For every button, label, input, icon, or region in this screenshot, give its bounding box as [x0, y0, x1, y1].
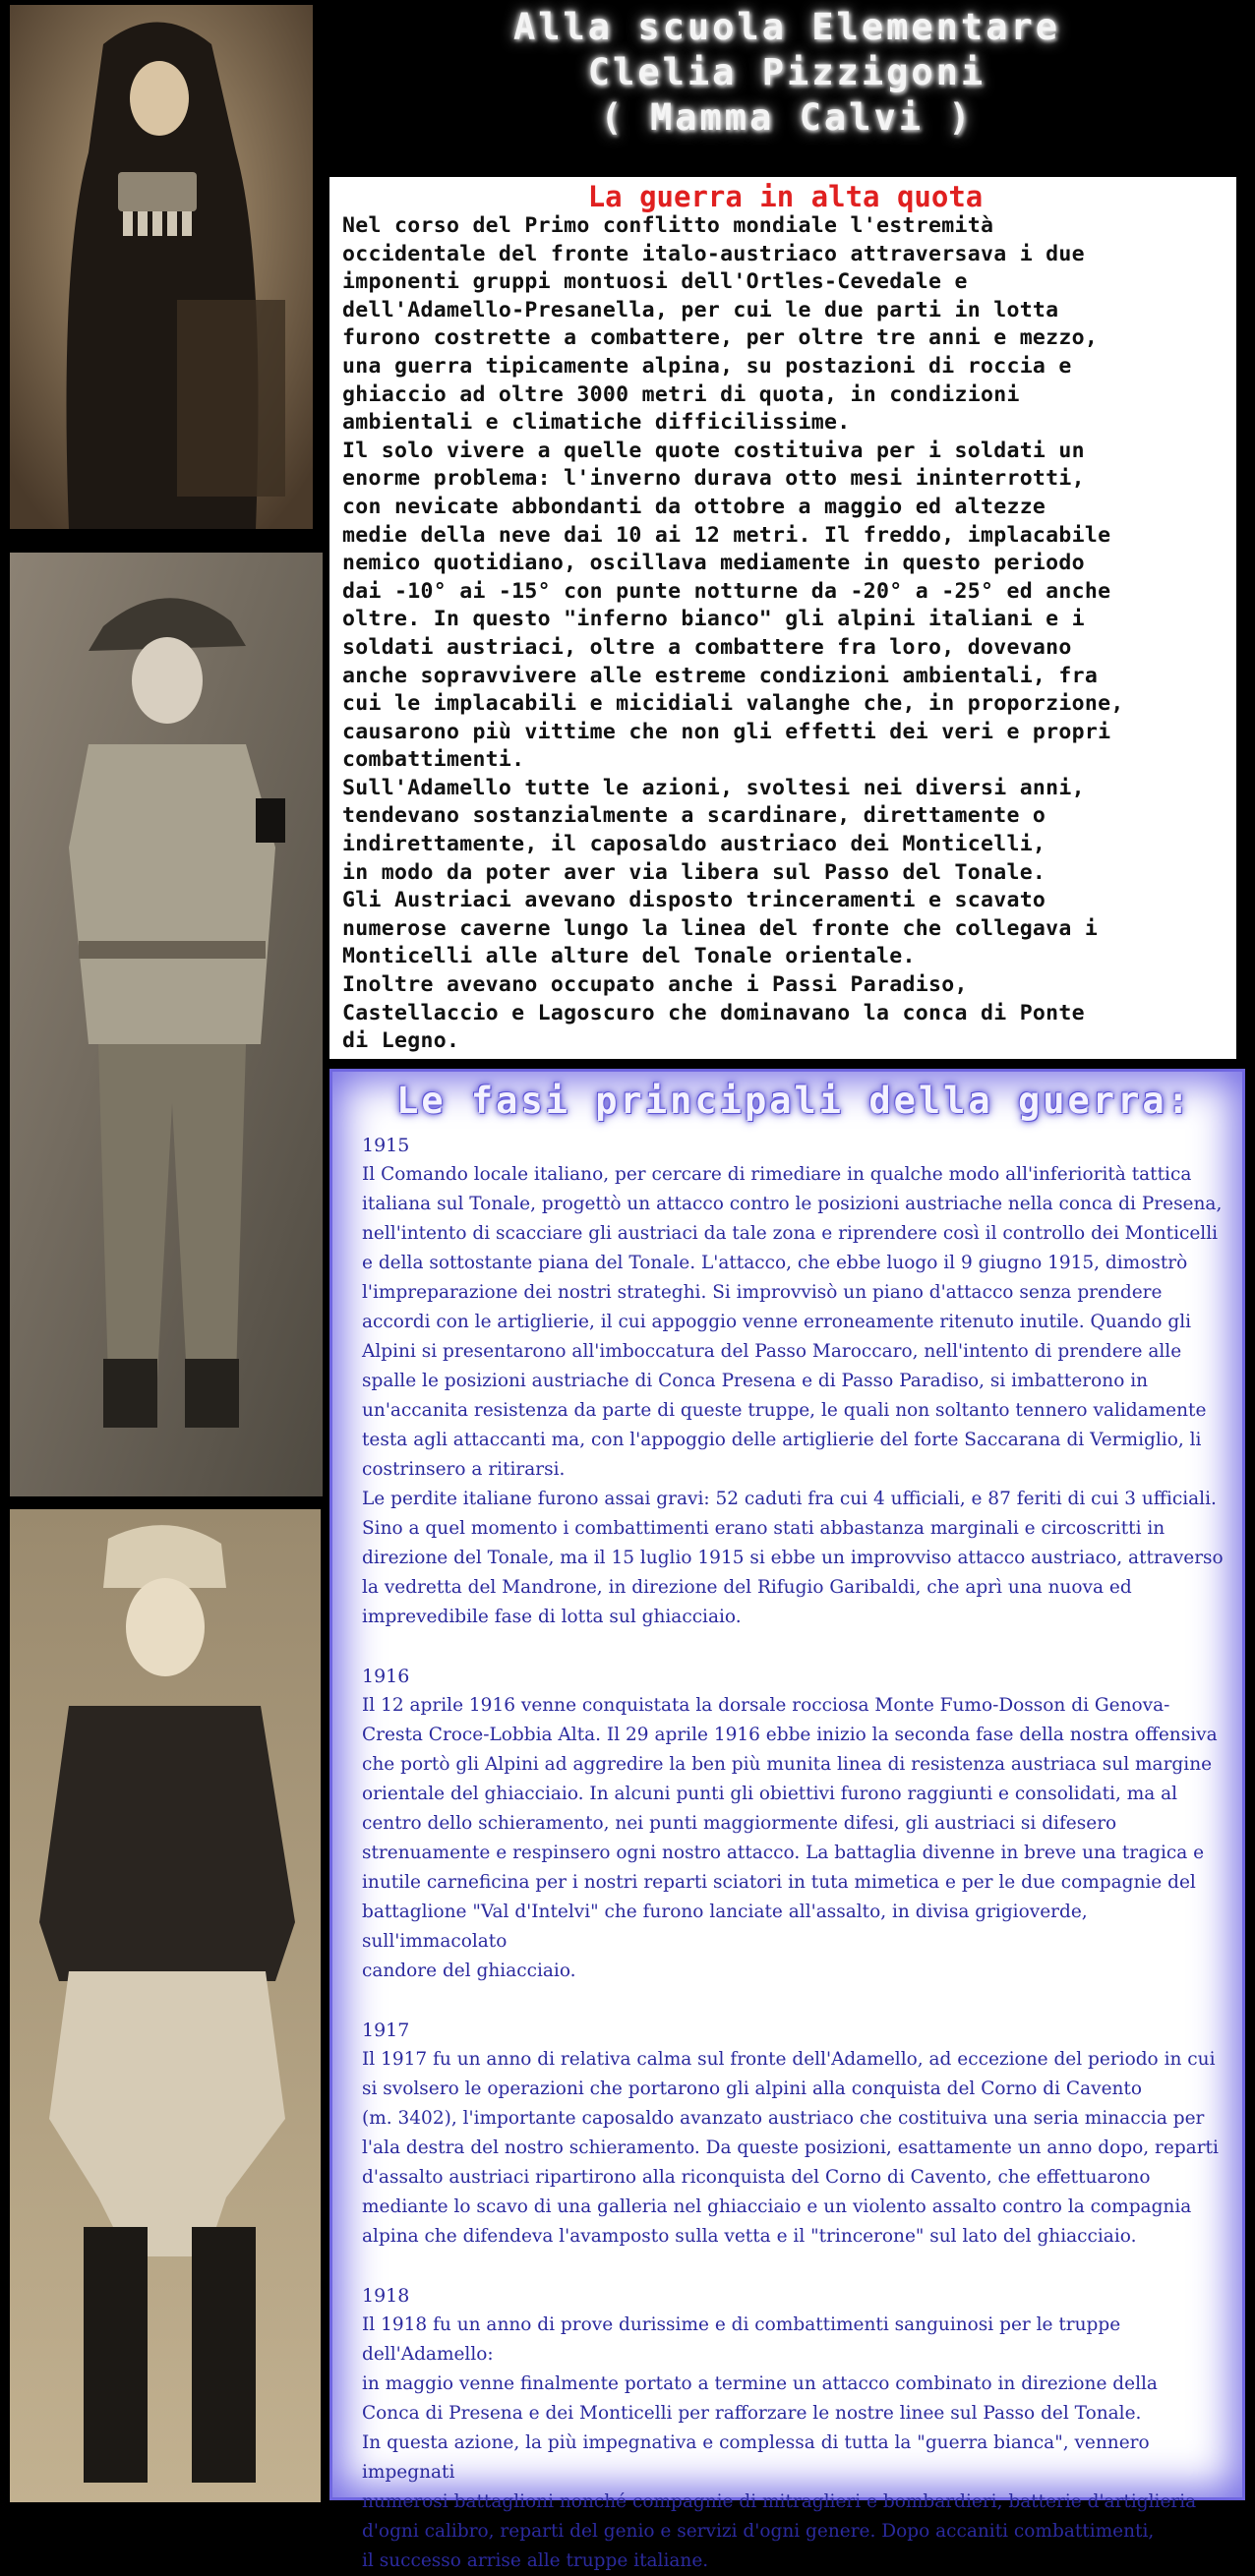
panel2-title: Le fasi principali della guerra: — [396, 1080, 1192, 1122]
year-heading-1915: 1915 — [362, 1135, 410, 1156]
year-heading-1918: 1918 — [362, 2285, 410, 2307]
page-header — [329, 5, 1244, 152]
section-text-1918: Il 1918 fu un anno di prove durissime e di combattimenti sanguinosi per le truppe dell'Adamello: in maggio venne finalmente portato a termine un attacco combinato in direzione della Conca di Presena e dei Monticelli per rafforzare le nostre linee sul Passo del Tonale. In questa azione, la più impegnativa e complessa di tutta la "guerra bianca", vennero impegnati numerosi battaglioni nonché compagnie di mitraglieri e bombardieri, batterie d'artiglieria d'ogni calibro, reparti del genio e servizi d'ogni genere. Dopo accaniti combattimenti, il successo arrise alle truppe italiane. — [362, 2314, 1197, 2571]
section-text-1915: Il Comando locale italiano, per cercare di rimediare in qualche modo all'inferiorità tattica italiana sul Tonale, progettò un attacco contro le posizioni austriache nella conca di Presena, nell'intento di scacciare gli austriaci da tale zona e riprendere così il controllo dei Monticelli e della sottostante piana del Tonale. L'attacco, che ebbe luogo il 9 giugno 1915, dimostrò l'impreparazione dei nostri strateghi. Si improvvisò un piano d'attacco senza prendere accordi con le artiglierie, il cui appoggio venne erroneamente ritenuto inutile. Quando gli Alpini si presentarono all'imboccatura del Passo Maroccaro, nell'intento di prendere alle spalle le posizioni austriache di Conca Presena e di Passo Paradiso, si imbatterono in un'accanita resistenza da parte di queste truppe, le quali non soltanto tennero validamente testa agli attaccanti ma, con l'appoggio delle artiglierie del forte Saccarana di Vermiglio, li costrinsero a ritirarsi. Le perdite italiane furono assai gravi: 52 caduti fra cui 4 ufficiali, e 87 feriti di cui 3 ufficiali. Sino a quel momento i combattimenti erano stati abbastanza marginali e circoscritti in direzione del Tonale, ma il 15 luglio 1915 si ebbe un improvviso attacco austriaco, attraverso la vedretta del Mandrone, in direzione del Rifugio Garibaldi, che aprì una nuova ed imprevedibile fase di lotta sul ghiacciaio. — [362, 1164, 1224, 1627]
photo-woman-in-mourning — [10, 5, 313, 529]
year-heading-1916: 1916 — [362, 1666, 410, 1687]
photo-young-alpine-soldier — [10, 553, 323, 1496]
panel-war-at-altitude — [329, 177, 1236, 1059]
panel1-title: La guerra in alta quota — [587, 180, 984, 213]
panel-war-phases — [329, 1069, 1245, 2571]
year-heading-1917: 1917 — [362, 2020, 410, 2041]
header-line-name: Clelia Pizzigoni — [587, 51, 986, 93]
panel1-body: Nel corso del Primo conflitto mondiale l'estremità occidentale del fronte italo-austriaco attraversava i due imponenti gruppi montuosi dell'Ortles-Cevedale e dell'Adamello-Presanella, per cui le due parti in lotta furono costrette a combattere, per oltre tre anni e mezzo, una guerra tipicamente alpina, su postazioni di roccia e ghiaccio ad oltre 3000 metri di quota, in condizioni ambientali e climatiche difficilissime. Il solo vivere a quelle quote costituiva per i soldati un enorme problema: l'inverno durava otto mesi ininterrotti, con nevicate abbondanti da ottobre a maggio ed altezze medie della neve dai 10 ai 12 metri. Il freddo, implacabile nemico quotidiano, oscillava mediamente in questo periodo dai -10° ai -15° con punte notturne da -20° a -25° ed anche oltre. In questo "inferno bianco" gli alpini italiani e i soldati austriaci, oltre a combattere fra loro, dovevano anche sopravvivere alle estreme condizioni ambientali, fra cui le implacabili e micidiali valanghe che, in proporzione, causarono più vittime che non gli effetti dei veri e propri combattimenti. Sull'Adamello tutte le azioni, svoltesi nei diversi anni, tendevano sostanzialmente a scardinare, direttamente o indirettamente, il caposaldo austriaco dei Monticelli, in modo da poter aver via libera sul Passo del Tonale. Gli Austriaci avevano disposto trinceramenti e scavato numerose caverne lungo la linea del fronte che collegava i Monticelli alle alture del Tonale orientale. Inoltre avevano occupato anche i Passi Paradiso, Castellaccio e Lagoscuro che dominavano la conca di Ponte di Legno. — [342, 213, 1124, 1054]
photo-alpine-officer — [10, 1509, 321, 2502]
section-text-1917: Il 1917 fu un anno di relativa calma sul fronte dell'Adamello, ad eccezione del periodo in cui si svolsero le operazioni che portarono gli alpini alla conquista del Corno di Cavento (m. 3402), l'importante caposaldo avanzato austriaco che costituiva una seria minaccia per l'ala destra del nostro schieramento. Da queste posizioni, esattamente un anno dopo, reparti d'assalto austriaci ripartirono alla riconquista del Corno di Cavento, che effettuarono mediante lo scavo di una galleria nel ghiacciaio e un violento assalto contro la compagnia alpina che difendeva l'avamposto sulla vetta e il "trincerone" sul lato del ghiacciaio. — [362, 2049, 1219, 2247]
section-text-1916: Il 12 aprile 1916 venne conquistata la dorsale rocciosa Monte Fumo-Dosson di Genova- Cresta Croce-Lobbia Alta. Il 29 aprile 1916 ebbe inizio la seconda fase della nostra offensiva che portò gli Alpini ad aggredire la ben più munita linea di resistenza austriaca sul margine orientale del ghiacciaio. In alcuni punti gli obiettivi furono raggiunti e consolidati, ma al centro dello schieramento, nei punti maggiormente difesi, gli austriaci si difesero strenuamente e respinsero ogni nostro attacco. La battaglia divenne in breve una tragica e inutile carneficina per i nostri reparti sciatori in tuta mimetica e per le due compagnie del battaglione "Val d'Intelvi" che furono lanciate all'assalto, in divisa grigioverde, sull'immacolato candore del ghiacciaio. — [362, 1695, 1218, 1981]
header-line-nickname: ( Mamma Calvi ) — [600, 96, 974, 139]
header-line-school: Alla scuola Elementare — [512, 6, 1061, 48]
